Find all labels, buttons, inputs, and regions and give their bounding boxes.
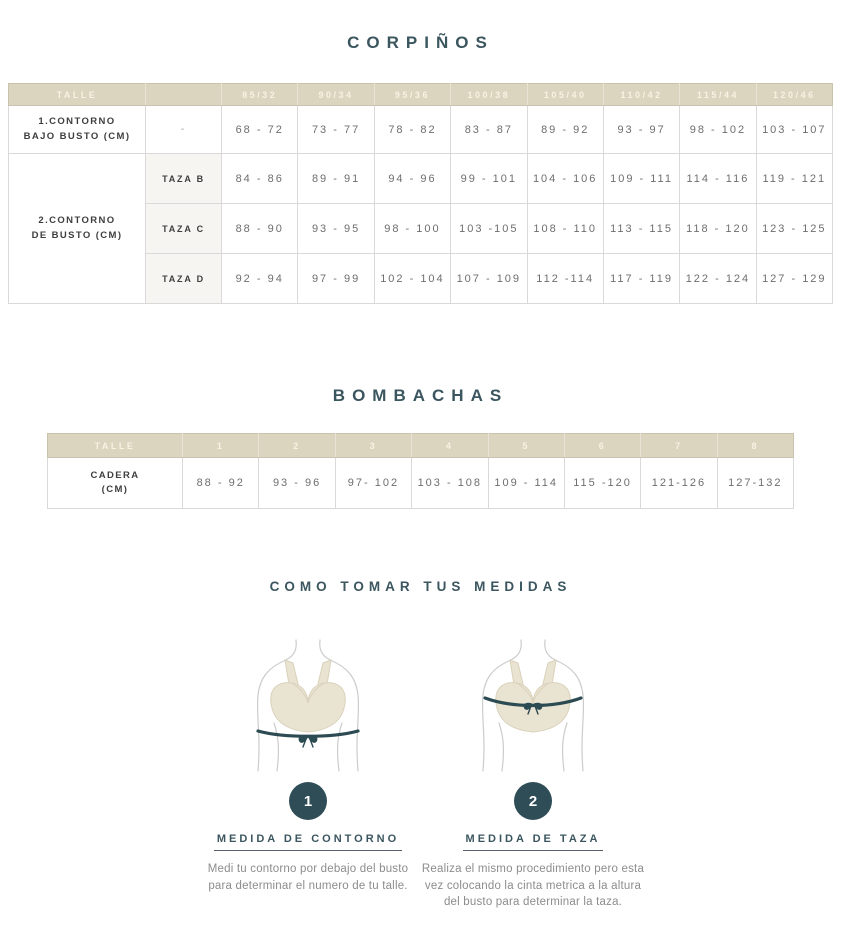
talle-column-header: 8 [717,434,793,458]
cell-value: 88 - 92 [183,458,259,509]
step-number-badge: 1 [289,782,327,820]
step-description: Realiza el mismo procedimiento pero esta vez colocando la cinta metrica a la altura del busto para determinar la taza. [421,863,645,909]
corpinos-title: CORPIÑOS [347,33,494,52]
cell-value: 88 - 90 [222,204,298,254]
cell-value: 98 - 102 [680,106,756,154]
taza-label: TAZA B [146,154,222,204]
step-number-badge: 2 [514,782,552,820]
cell-value: 93 - 95 [298,204,374,254]
step-heading: MEDIDA DE CONTORNO [214,833,402,851]
medidas-title: COMO TOMAR TUS MEDIDAS [269,579,572,594]
size-column-header: 115/44 [680,84,756,106]
label-line: BAJO BUSTO (CM) [23,130,131,142]
cell-value: 103 -105 [451,204,527,254]
step-heading: MEDIDA DE TAZA [463,833,604,851]
measure-row-label [9,106,146,154]
size-column-header: 95/36 [374,84,450,106]
cell-value: 108 - 110 [527,204,603,254]
measure-row-label [48,458,183,509]
bombachas-table [47,433,794,509]
cell-value: 113 - 115 [603,204,679,254]
cell-value: 118 - 120 [680,204,756,254]
cell-value: 103 - 108 [412,458,488,509]
label-line: 2.CONTORNO [38,215,116,227]
talle-column-header: 6 [564,434,640,458]
size-column-header: 120/46 [756,84,832,106]
cell-value: 122 - 124 [680,254,756,304]
table-row-taza-b [9,154,833,204]
cell-value: 104 - 106 [527,154,603,204]
cell-value: 102 - 104 [374,254,450,304]
corpinos-header-row [9,84,833,106]
cell-value: 93 - 97 [603,106,679,154]
label-line: 1.CONTORNO [38,116,116,128]
corpinos-table [8,83,833,304]
taza-label: TAZA D [146,254,222,304]
cell-value: 92 - 94 [222,254,298,304]
bra-under-band-illustration [213,639,403,774]
cell-value: 68 - 72 [222,106,298,154]
size-column-header: 90/34 [298,84,374,106]
cell-value: 97- 102 [335,458,411,509]
cell-value: 78 - 82 [374,106,450,154]
cell-value: 89 - 92 [527,106,603,154]
column-header-talle: TALLE [9,84,146,106]
cell-value: 127-132 [717,458,793,509]
column-header-talle: TALLE [48,434,183,458]
cell-value: 99 - 101 [451,154,527,204]
cell-value: 73 - 77 [298,106,374,154]
cell-value: 119 - 121 [756,154,832,204]
cell-value: 98 - 100 [374,204,450,254]
size-column-header: 110/42 [603,84,679,106]
cell-value: 121-126 [641,458,717,509]
measurement-steps [0,639,841,911]
table-row-contorno-bajo-busto [9,106,833,154]
step-description: Medi tu contorno por debajo del busto para determinar el numero de tu talle. [207,863,409,892]
size-column-header: 100/38 [451,84,527,106]
dash-cell: - [146,106,222,154]
cell-value: 114 - 116 [680,154,756,204]
cell-value: 127 - 129 [756,254,832,304]
size-column-header: 85/32 [222,84,298,106]
cell-value: 97 - 99 [298,254,374,304]
cell-value: 112 -114 [527,254,603,304]
cell-value: 83 - 87 [451,106,527,154]
cell-value: 89 - 91 [298,154,374,204]
measure-row-label [9,154,146,304]
size-column-header: 105/40 [527,84,603,106]
cell-value: 93 - 96 [259,458,335,509]
taza-label: TAZA C [146,204,222,254]
cell-value: 94 - 96 [374,154,450,204]
label-line: (CM) [101,484,129,495]
column-header-empty [146,84,222,106]
label-line: CADERA [90,469,140,481]
label-line: DE BUSTO (CM) [31,229,123,241]
cell-value: 84 - 86 [222,154,298,204]
cell-value: 123 - 125 [756,204,832,254]
talle-column-header: 3 [335,434,411,458]
talle-column-header: 2 [259,434,335,458]
bombachas-title: BOMBACHAS [332,386,509,405]
talle-column-header: 7 [641,434,717,458]
cell-value: 109 - 114 [488,458,564,509]
cell-value: 103 - 107 [756,106,832,154]
cell-value: 115 -120 [564,458,640,509]
cell-value: 107 - 109 [451,254,527,304]
step-contorno [196,639,421,911]
cell-value: 109 - 111 [603,154,679,204]
step-taza [421,639,646,911]
bra-bust-illustration [438,639,628,774]
talle-column-header: 4 [412,434,488,458]
cell-value: 117 - 119 [603,254,679,304]
talle-column-header: 5 [488,434,564,458]
bombachas-header-row [48,434,794,458]
table-row-cadera [48,458,794,509]
talle-column-header: 1 [183,434,259,458]
